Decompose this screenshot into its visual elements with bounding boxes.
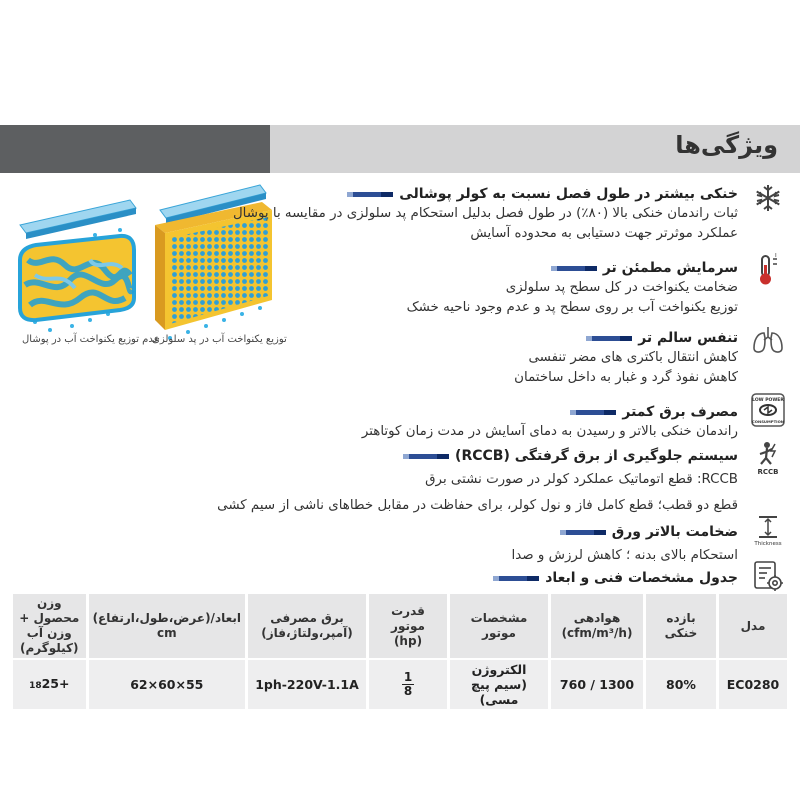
feature-line: کاهش انتقال باکتری های مضر تنفسی (528, 350, 738, 365)
col-power: برق مصرفی (آمپر،ولتاژ،فاز) (248, 594, 366, 658)
feature-healthy-breathing (514, 328, 738, 388)
feature-line: RCCB: قطع اتوماتیک عملکرد کولر در صورت نشتی برق (425, 472, 738, 487)
spec-sheet-icon (750, 558, 786, 594)
feature-rccb (217, 446, 738, 516)
svg-text:RCCB: RCCB (757, 468, 779, 476)
cell-efficiency: 80% (646, 660, 716, 709)
lungs-icon (750, 322, 786, 358)
cell-airflow: 760 / 1300 (551, 660, 643, 709)
col-model: مدل (719, 594, 787, 658)
feature-heading: سرمایش مطمئن تر (407, 258, 738, 278)
cell-motor-power (369, 660, 447, 709)
feature-reliable-cooling (407, 258, 738, 318)
feature-line: ثبات راندمان خنکی بالا (۸۰٪) در طول فصل بدلیل استحکام پد سلولزی در مقایسه با پوشال (232, 206, 738, 221)
cell-model: EC0280 (719, 660, 787, 709)
page-title: ویژگی‌ها (675, 131, 778, 159)
col-weight: وزن محصول + وزن آب (کیلوگرم) (13, 594, 86, 658)
svg-text:LOW POWER: LOW POWER (752, 398, 784, 403)
col-efficiency: بازده خنکی (646, 594, 716, 658)
rccb-icon (750, 440, 786, 476)
feature-spec-table (493, 568, 738, 588)
heading-bar (560, 530, 606, 535)
col-airflow: هوادهی (cfm/m³/h) (551, 594, 643, 658)
feature-thickness (512, 522, 738, 566)
thickness-icon (750, 512, 786, 548)
cell-dimensions: 62×60×55 (89, 660, 245, 709)
col-motor-power: قدرت موتور (hp) (369, 594, 447, 658)
heading-bar (403, 454, 449, 459)
col-motor-spec: مشخصات موتور (450, 594, 548, 658)
feature-heading: خنکی بیشتر در طول فصل نسبت به کولر پوشالی (233, 184, 738, 204)
feature-line: عملکرد موثرتر جهت دستیابی به محدوده آسایش (470, 226, 738, 241)
col-dimensions: ابعاد/(عرض،طول،ارتفاع) cm (89, 594, 245, 658)
fraction: $\frac{1}{8}$ (403, 670, 413, 698)
cell-power: 1ph-220V-1.1A (248, 660, 366, 709)
straw-caption: عدم توزیع یکنواخت آب در پوشال (22, 334, 160, 345)
low-power-icon (750, 392, 786, 428)
feature-line: راندمان خنکی بالاتر و رسیدن به دمای آسایش در مدت زمان کوتاهتر (361, 424, 738, 439)
cell-motor-spec: الکتروژن (سیم پیچ مسی) (450, 660, 548, 709)
svg-text:Thickness: Thickness (754, 541, 782, 547)
feature-line: ضخامت یکنواخت در کل سطح پد سلولزی (505, 280, 738, 295)
spec-table (10, 592, 790, 711)
feature-heading: جدول مشخصات فنی و ابعاد (493, 568, 738, 588)
straw-pad-illustration (20, 200, 136, 332)
heading-bar (570, 410, 616, 415)
heading-bar (586, 336, 632, 341)
feature-heading: سیستم جلوگیری از برق گرفتگی (RCCB) (217, 446, 738, 466)
pad-caption: توزیع یکنواخت آب در پد سلولزی (152, 334, 287, 345)
feature-line: استحکام بالای بدنه ؛ کاهش لرزش و صدا (511, 548, 738, 563)
feature-cooling (233, 184, 738, 244)
heading-bar (551, 266, 597, 271)
heading-bar (347, 192, 393, 197)
snowflake-icon (750, 180, 786, 216)
svg-text:CONSUMPTION: CONSUMPTION (752, 419, 784, 424)
cell-weight: 1825+ (13, 660, 86, 709)
feature-heading: ضخامت بالاتر ورق (512, 522, 738, 542)
feature-low-power (362, 402, 738, 442)
feature-heading: تنفس سالم تر (514, 328, 738, 348)
feature-line: کاهش نفوذ گرد و غبار به داخل ساختمان (514, 370, 738, 385)
svg-text:T: T (774, 253, 778, 259)
table-row (13, 660, 787, 709)
feature-line: توزیع یکنواخت آب بر روی سطح پد و عدم وجود ناحیه خشک (406, 300, 738, 315)
thermometer-icon (750, 252, 786, 288)
heading-bar (493, 576, 539, 581)
table-header-row (13, 594, 787, 658)
feature-line: قطع دو قطب؛ قطع کامل فاز و نول کولر، برای حفاظت در مقابل خطاهای ناشی از سیم کشی (217, 498, 738, 513)
header-dark-band (0, 125, 270, 173)
feature-heading: مصرف برق کمتر (362, 402, 738, 422)
